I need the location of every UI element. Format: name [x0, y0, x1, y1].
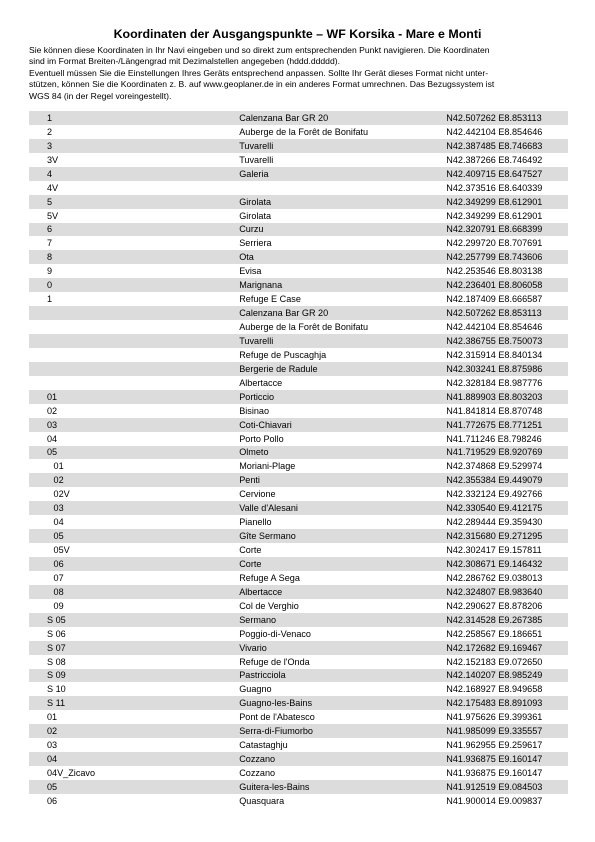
- row-code: [29, 362, 239, 376]
- row-place-name: Auberge de la Forêt de Bonifatu: [239, 322, 369, 333]
- row-code: 02: [29, 473, 239, 487]
- row-coordinates: N42.349299 E8.612901: [446, 210, 543, 221]
- row-coordinates: N41.985099 E9.335557: [446, 724, 568, 738]
- row-code: 01: [47, 712, 58, 723]
- row-place-name: Auberge de la Forêt de Bonifatu: [239, 126, 369, 137]
- row-place-name: Vivario: [239, 641, 446, 655]
- row-place-name: Evisa: [239, 266, 262, 277]
- row-place-name: Catastaghju: [239, 740, 288, 751]
- row-place-name: Pastricciola: [239, 669, 446, 683]
- table-row: [29, 418, 568, 432]
- table-row: [29, 390, 568, 404]
- row-code: 05: [29, 780, 239, 794]
- row-code: 1: [47, 294, 53, 305]
- row-place-name: Calenzana Bar GR 20: [239, 306, 446, 320]
- row-coordinates: N42.386755 E8.750073: [446, 334, 568, 348]
- row-code: S 05: [29, 613, 239, 627]
- row-code: S 06: [47, 628, 66, 639]
- row-coordinates: N42.324807 E8.983640: [446, 585, 568, 599]
- table-row: [29, 571, 568, 585]
- row-code: 03: [29, 501, 239, 515]
- row-code: 4V: [47, 182, 59, 193]
- row-code: 03: [47, 740, 58, 751]
- row-code: 08: [29, 585, 239, 599]
- row-place-name: Ota: [239, 250, 446, 264]
- row-code: 5: [29, 195, 239, 209]
- row-code: 9: [47, 266, 53, 277]
- table-row: [29, 613, 568, 627]
- table-row: [29, 250, 568, 264]
- table-row: [29, 501, 568, 515]
- row-place-name: Bisinao: [239, 405, 270, 416]
- table-row: [29, 487, 568, 501]
- table-row: [29, 320, 568, 334]
- row-place-name: Calenzana Bar GR 20: [239, 111, 446, 125]
- table-row: [29, 223, 568, 237]
- row-coordinates: N42.152183 E9.072650: [446, 656, 543, 667]
- row-place-name: Gîte Sermano: [239, 529, 446, 543]
- row-place-name: Pianello: [239, 517, 272, 528]
- row-place-name: Tuvarelli: [239, 154, 274, 165]
- row-place-name: Coti-Chiavari: [239, 418, 446, 432]
- row-coordinates: N42.332124 E9.492766: [446, 489, 543, 500]
- row-place-name: Serra-di-Fiumorbo: [239, 724, 446, 738]
- table-row: [29, 669, 568, 683]
- row-coordinates: N42.315680 E9.271295: [446, 529, 568, 543]
- page-title: Koordinaten der Ausgangspunkte – WF Korsika - Mare e Monti: [113, 27, 482, 41]
- row-coordinates: N42.308671 E9.146432: [446, 557, 568, 571]
- table-row: [29, 557, 568, 571]
- row-code: [29, 306, 239, 320]
- row-place-name: Bergerie de Radule: [239, 362, 446, 376]
- row-code: S 07: [29, 641, 239, 655]
- row-coordinates: N42.303241 E8.875986: [446, 362, 568, 376]
- table-row: [29, 627, 568, 641]
- table-row: [29, 794, 568, 808]
- row-code: 06: [29, 557, 239, 571]
- row-place-name: Refuge de l'Onda: [239, 656, 310, 667]
- table-row: [29, 543, 568, 557]
- row-place-name: Quasquara: [239, 795, 285, 806]
- row-place-name: Guitera-les-Bains: [239, 780, 446, 794]
- row-coordinates: N42.374868 E9.529974: [446, 461, 543, 472]
- row-coordinates: N41.772675 E8.771251: [446, 418, 568, 432]
- row-code: 03: [29, 418, 239, 432]
- intro-line: stützen, können Sie die Koordinaten z. B. auf www.geoplaner.de in ein anderes Format umrechnen. Das Bezugssystem ist: [29, 79, 495, 90]
- intro-line: WGS 84 (in der Regel voreingestellt).: [29, 90, 172, 101]
- table-row: [29, 195, 568, 209]
- row-place-name: Albertacce: [239, 585, 446, 599]
- row-code: 05V: [51, 545, 70, 556]
- row-place-name: Porticcio: [239, 390, 446, 404]
- row-coordinates: N42.330540 E9.412175: [446, 501, 568, 515]
- row-coordinates: N42.507262 E8.853113: [446, 306, 568, 320]
- row-place-name: Sermano: [239, 613, 446, 627]
- table-row: [29, 724, 568, 738]
- table-row: [29, 529, 568, 543]
- row-code: 05: [29, 529, 239, 543]
- row-place-name: Curzu: [239, 223, 446, 237]
- row-code: 8: [29, 250, 239, 264]
- row-code: 0: [29, 278, 239, 292]
- table-row: [29, 139, 568, 153]
- row-place-name: Poggio-di-Venaco: [239, 628, 311, 639]
- row-coordinates: N41.936875 E9.160147: [446, 768, 543, 779]
- row-coordinates: N42.302417 E9.157811: [446, 545, 542, 556]
- row-code: 6: [29, 223, 239, 237]
- row-code: 06: [47, 795, 58, 806]
- row-code: [29, 348, 239, 362]
- row-place-name: Corte: [239, 545, 262, 556]
- table-row: [29, 432, 568, 446]
- row-code: 02: [47, 405, 58, 416]
- table-row: [29, 682, 568, 696]
- row-coordinates: N42.187409 E8.666587: [446, 294, 543, 305]
- coordinates-table: [29, 111, 568, 808]
- table-row: [29, 376, 568, 390]
- row-code: [29, 334, 239, 348]
- row-coordinates: N42.286762 E9.038013: [446, 572, 543, 583]
- row-place-name: Serriera: [239, 238, 272, 249]
- row-coordinates: N42.257799 E8.743606: [446, 250, 568, 264]
- table-row: [29, 111, 568, 125]
- row-coordinates: N42.507262 E8.853113: [446, 111, 568, 125]
- table-row: [29, 181, 568, 195]
- row-coordinates: N42.355384 E9.449079: [446, 473, 568, 487]
- table-row: [29, 334, 568, 348]
- row-place-name: Moriani-Plage: [239, 461, 296, 472]
- row-place-name: Olmeto: [239, 446, 446, 460]
- row-coordinates: N42.387266 E8.746492: [446, 154, 543, 165]
- row-place-name: Galeria: [239, 167, 446, 181]
- coordinates-table-body: [29, 111, 568, 808]
- row-coordinates: N41.975626 E9.399361: [446, 712, 543, 723]
- row-code: 02: [29, 724, 239, 738]
- row-place-name: Girolata: [239, 195, 446, 209]
- row-code: S 10: [47, 684, 66, 695]
- row-code: S 08: [47, 656, 66, 667]
- row-place-name: Refuge de Puscaghja: [239, 349, 327, 360]
- intro-line: Eventuell müssen Sie die Einstellungen Ihres Geräts entsprechend anpassen. Sollte Ihr Gerät dieses Format nicht unter-: [29, 67, 489, 78]
- row-coordinates: N41.936875 E9.160147: [446, 752, 568, 766]
- row-coordinates: N42.175483 E8.891093: [446, 696, 568, 710]
- row-place-name: [239, 181, 446, 195]
- row-place-name: Corte: [239, 557, 446, 571]
- row-coordinates: N42.168927 E8.949658: [446, 684, 543, 695]
- row-coordinates: N42.172682 E9.169467: [446, 641, 568, 655]
- row-coordinates: N41.900014 E9.009837: [446, 795, 543, 806]
- row-coordinates: N42.258567 E9.186651: [446, 628, 543, 639]
- row-coordinates: N42.290627 E8.878206: [446, 600, 543, 611]
- row-code: 05: [29, 446, 239, 460]
- row-place-name: Valle d'Alesani: [239, 501, 446, 515]
- row-place-name: Penti: [239, 473, 446, 487]
- row-place-name: Girolata: [239, 210, 272, 221]
- row-place-name: Albertacce: [239, 377, 283, 388]
- row-coordinates: N41.711246 E8.798246: [446, 433, 542, 444]
- table-row: [29, 696, 568, 710]
- row-coordinates: N42.387485 E8.746683: [446, 139, 568, 153]
- row-code: 5V: [47, 210, 59, 221]
- row-place-name: Refuge E Case: [239, 294, 301, 305]
- table-row: [29, 348, 568, 362]
- row-code: S 09: [29, 669, 239, 683]
- table-row: [29, 780, 568, 794]
- table-row: [29, 473, 568, 487]
- table-row: [29, 306, 568, 320]
- table-row: [29, 599, 568, 613]
- row-coordinates: N42.349299 E8.612901: [446, 195, 568, 209]
- row-code: 01: [51, 461, 64, 472]
- row-code: 04: [51, 517, 64, 528]
- row-coordinates: N42.253546 E8.803138: [446, 266, 543, 277]
- row-coordinates: N41.962955 E9.259617: [446, 740, 543, 751]
- row-place-name: Cervione: [239, 489, 276, 500]
- row-code: 02V: [51, 489, 70, 500]
- table-row: [29, 655, 568, 669]
- row-code: 04V_Zicavo: [47, 768, 96, 779]
- row-coordinates: N41.841814 E8.870748: [446, 405, 543, 416]
- row-code: 04: [29, 752, 239, 766]
- table-row: [29, 125, 568, 139]
- row-place-name: Col de Verghio: [239, 600, 299, 611]
- row-code: 01: [29, 390, 239, 404]
- table-row: [29, 264, 568, 278]
- table-row: [29, 515, 568, 529]
- table-row: [29, 752, 568, 766]
- intro-line: sind im Format Breiten-/Längengrad mit Dezimalstellen angegeben (hddd.ddddd).: [29, 56, 340, 67]
- row-code: [29, 376, 239, 390]
- row-place-name: Cozzano: [239, 768, 276, 779]
- row-coordinates: N42.442104 E8.854646: [446, 322, 543, 333]
- table-row: [29, 362, 568, 376]
- table-row: [29, 236, 568, 250]
- table-row: [29, 292, 568, 306]
- row-place-name: Cozzano: [239, 752, 446, 766]
- row-code: 7: [47, 238, 53, 249]
- table-row: [29, 641, 568, 655]
- row-coordinates: N42.442104 E8.854646: [446, 126, 543, 137]
- row-coordinates: N42.373516 E8.640339: [446, 182, 543, 193]
- row-coordinates: N42.314528 E9.267385: [446, 613, 568, 627]
- row-coordinates: N42.320791 E8.668399: [446, 223, 568, 237]
- table-row: [29, 766, 568, 780]
- table-row: [29, 446, 568, 460]
- row-place-name: Tuvarelli: [239, 139, 446, 153]
- table-row: [29, 459, 568, 473]
- row-place-name: Porto Pollo: [239, 433, 284, 444]
- row-coordinates: N41.889903 E8.803203: [446, 390, 568, 404]
- row-place-name: Pont de l'Abatesco: [239, 712, 315, 723]
- table-row: [29, 738, 568, 752]
- row-code: 3V: [47, 154, 59, 165]
- row-coordinates: N42.236401 E8.806058: [446, 278, 568, 292]
- table-row: [29, 710, 568, 724]
- intro-text: [29, 45, 574, 102]
- row-place-name: Guagno: [239, 684, 272, 695]
- row-code: 04: [47, 433, 58, 444]
- row-place-name: Marignana: [239, 278, 446, 292]
- row-code: 4: [29, 167, 239, 181]
- row-coordinates: N42.315914 E8.840134: [446, 349, 543, 360]
- row-coordinates: N42.409715 E8.647527: [446, 167, 568, 181]
- row-code: 2: [47, 126, 53, 137]
- row-code: 1: [29, 111, 239, 125]
- table-row: [29, 209, 568, 223]
- row-code: 3: [29, 139, 239, 153]
- row-place-name: Guagno-les-Bains: [239, 696, 446, 710]
- table-row: [29, 585, 568, 599]
- row-coordinates: N41.912519 E9.084503: [446, 780, 568, 794]
- table-row: [29, 167, 568, 181]
- row-coordinates: N42.328184 E8.987776: [446, 377, 543, 388]
- row-code: 07: [51, 572, 64, 583]
- row-place-name: Refuge A Sega: [239, 572, 300, 583]
- table-row: [29, 278, 568, 292]
- row-coordinates: N42.140207 E8.985249: [446, 669, 568, 683]
- row-place-name: Tuvarelli: [239, 334, 446, 348]
- row-code: 09: [51, 600, 64, 611]
- row-coordinates: N42.299720 E8.707691: [446, 238, 543, 249]
- row-coordinates: N41.719529 E8.920769: [446, 446, 568, 460]
- row-code: [29, 320, 239, 334]
- intro-line: Sie können diese Koordinaten in Ihr Navi eingeben und so direkt zum entsprechenden Punkt navigieren. Die Koordinaten: [29, 45, 490, 55]
- row-code: S 11: [29, 696, 239, 710]
- row-coordinates: N42.289444 E9.359430: [446, 517, 543, 528]
- table-row: [29, 153, 568, 167]
- table-row: [29, 404, 568, 418]
